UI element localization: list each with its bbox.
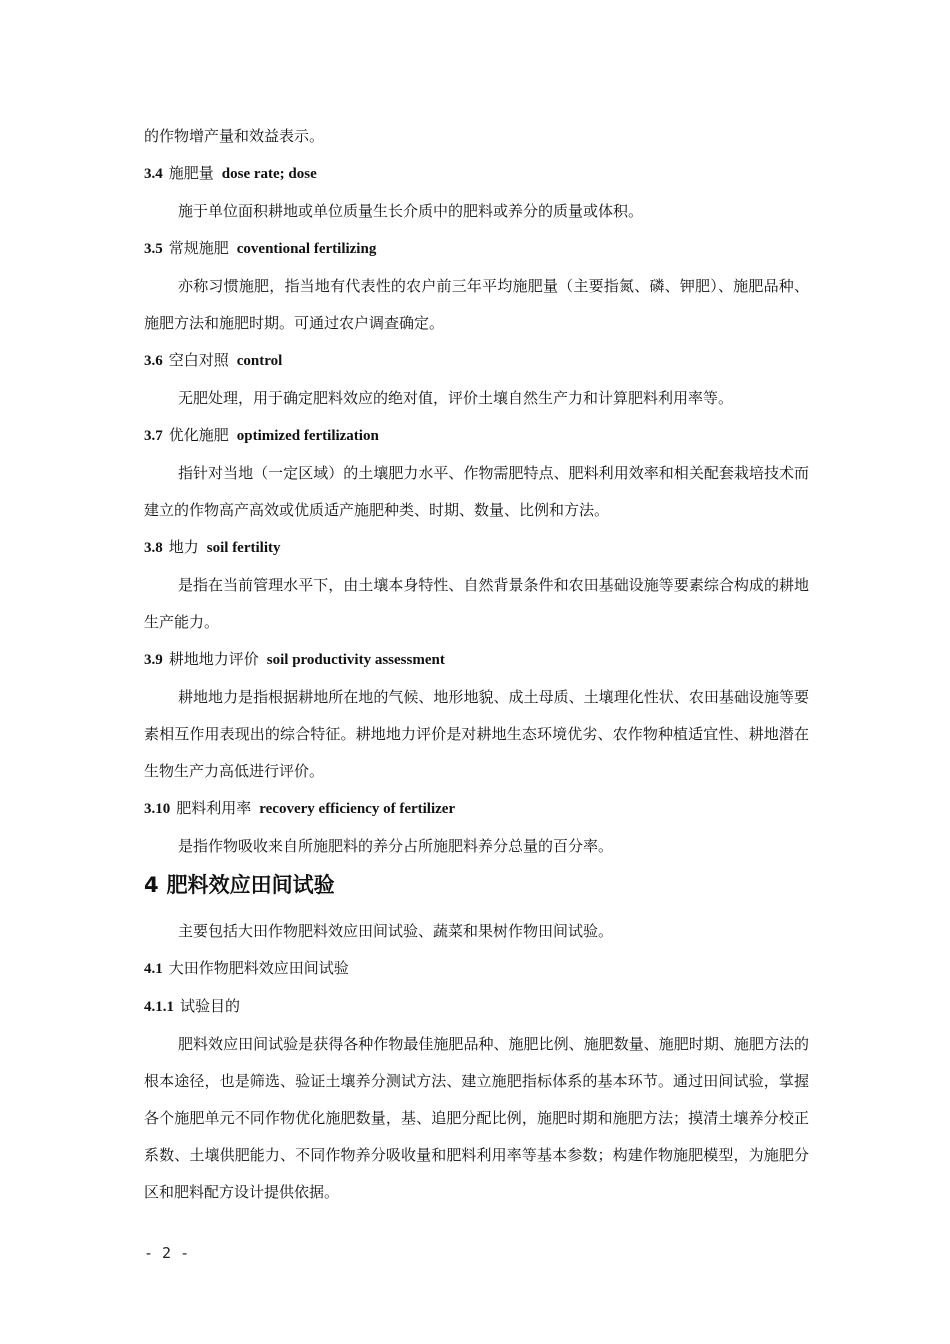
subsection-heading (144, 950, 809, 988)
term-definition: 是指在当前管理水平下，由土壤本身特性、自然背景条件和农田基础设施等要素综合构成的耕地生产能力。 (144, 576, 809, 631)
page-number: - 2 - (144, 1244, 190, 1262)
term-zh: 耕地地力评价 (168, 650, 259, 668)
term-definition: 无肥处理，用于确定肥料效应的绝对值，评价土壤自然生产力和计算肥料利用率等。 (178, 389, 734, 407)
subsection-title: 大田作物肥料效应田间试验 (168, 959, 349, 977)
term-heading (144, 641, 809, 679)
term-number: 3.6 (144, 353, 163, 369)
term-heading (144, 790, 809, 828)
term-number: 3.10 (144, 801, 171, 817)
term-heading (144, 155, 809, 193)
section-heading (144, 865, 809, 905)
term-definition: 耕地地力是指根据耕地所在地的气候、地形地貌、成土母质、土壤理化性状、农田基础设施等要素相互作用表现出的综合特征。耕地地力评价是对耕地生态环境优劣、农作物种植适宜性、耕地潜在生物生产力高低进行评价。 (144, 688, 809, 780)
term-zh: 地力 (168, 538, 199, 556)
term-zh: 常规施肥 (168, 239, 229, 257)
term-heading (144, 342, 809, 380)
term-definition: 指针对当地（一定区域）的土壤肥力水平、作物需肥特点、肥料利用效率和相关配套栽培技术而建立的作物高产高效或优质适产施肥种类、时期、数量、比例和方法。 (144, 464, 809, 519)
term-zh: 肥料利用率 (176, 799, 252, 817)
continued-paragraph: 的作物增产量和效益表示。 (144, 127, 325, 145)
term-en: coventional fertilizing (236, 241, 377, 257)
term-number: 3.4 (144, 166, 163, 182)
section-intro: 主要包括大田作物肥料效应田间试验、蔬菜和果树作物田间试验。 (178, 922, 614, 940)
term-en: recovery efficiency of fertilizer (259, 801, 456, 817)
document-page (144, 118, 809, 1211)
term-heading (144, 230, 809, 268)
term-en: optimized fertilization (236, 428, 379, 444)
term-en: soil productivity assessment (266, 652, 445, 668)
term-number: 3.7 (144, 428, 163, 444)
subsubsection-number: 4.1.1 (144, 999, 174, 1015)
term-heading (144, 417, 809, 455)
subsubsection-title: 试验目的 (180, 997, 241, 1015)
subsection-number: 4.1 (144, 961, 163, 977)
term-number: 3.9 (144, 652, 163, 668)
term-zh: 施肥量 (168, 164, 214, 182)
term-list (144, 155, 809, 865)
term-definition: 亦称习惯施肥，指当地有代表性的农户前三年平均施肥量（主要指氮、磷、钾肥）、施肥品种、施肥方法和施肥时期。可通过农户调查确定。 (144, 277, 809, 332)
section-title: 肥料效应田间试验 (166, 873, 335, 897)
subsubsection-heading (144, 988, 809, 1026)
term-number: 3.8 (144, 540, 163, 556)
term-zh: 优化施肥 (168, 426, 229, 444)
term-en: soil fertility (206, 540, 281, 556)
term-definition: 是指作物吸收来自所施肥料的养分占所施肥料养分总量的百分率。 (178, 837, 614, 855)
term-zh: 空白对照 (168, 351, 229, 369)
section-number: 4 (144, 873, 159, 897)
subsubsection-body: 肥料效应田间试验是获得各种作物最佳施肥品种、施肥比例、施肥数量、施肥时期、施肥方法的根本途径，也是筛选、验证土壤养分测试方法、建立施肥指标体系的基本环节。通过田间试验，掌握各个施肥单元不同作物优化施肥数量，基、追肥分配比例，施肥时期和施肥方法；摸清土壤养分校正系数、土壤供肥能力、不同作物养分吸收量和肥料利用率等基本参数；构建作物施肥模型，为施肥分区和肥料配方设计提供依据。 (144, 1035, 809, 1201)
term-number: 3.5 (144, 241, 163, 257)
term-heading (144, 529, 809, 567)
term-en: dose rate; dose (221, 166, 317, 182)
term-definition: 施于单位面积耕地或单位质量生长介质中的肥料或养分的质量或体积。 (178, 202, 644, 220)
term-en: control (236, 353, 283, 369)
